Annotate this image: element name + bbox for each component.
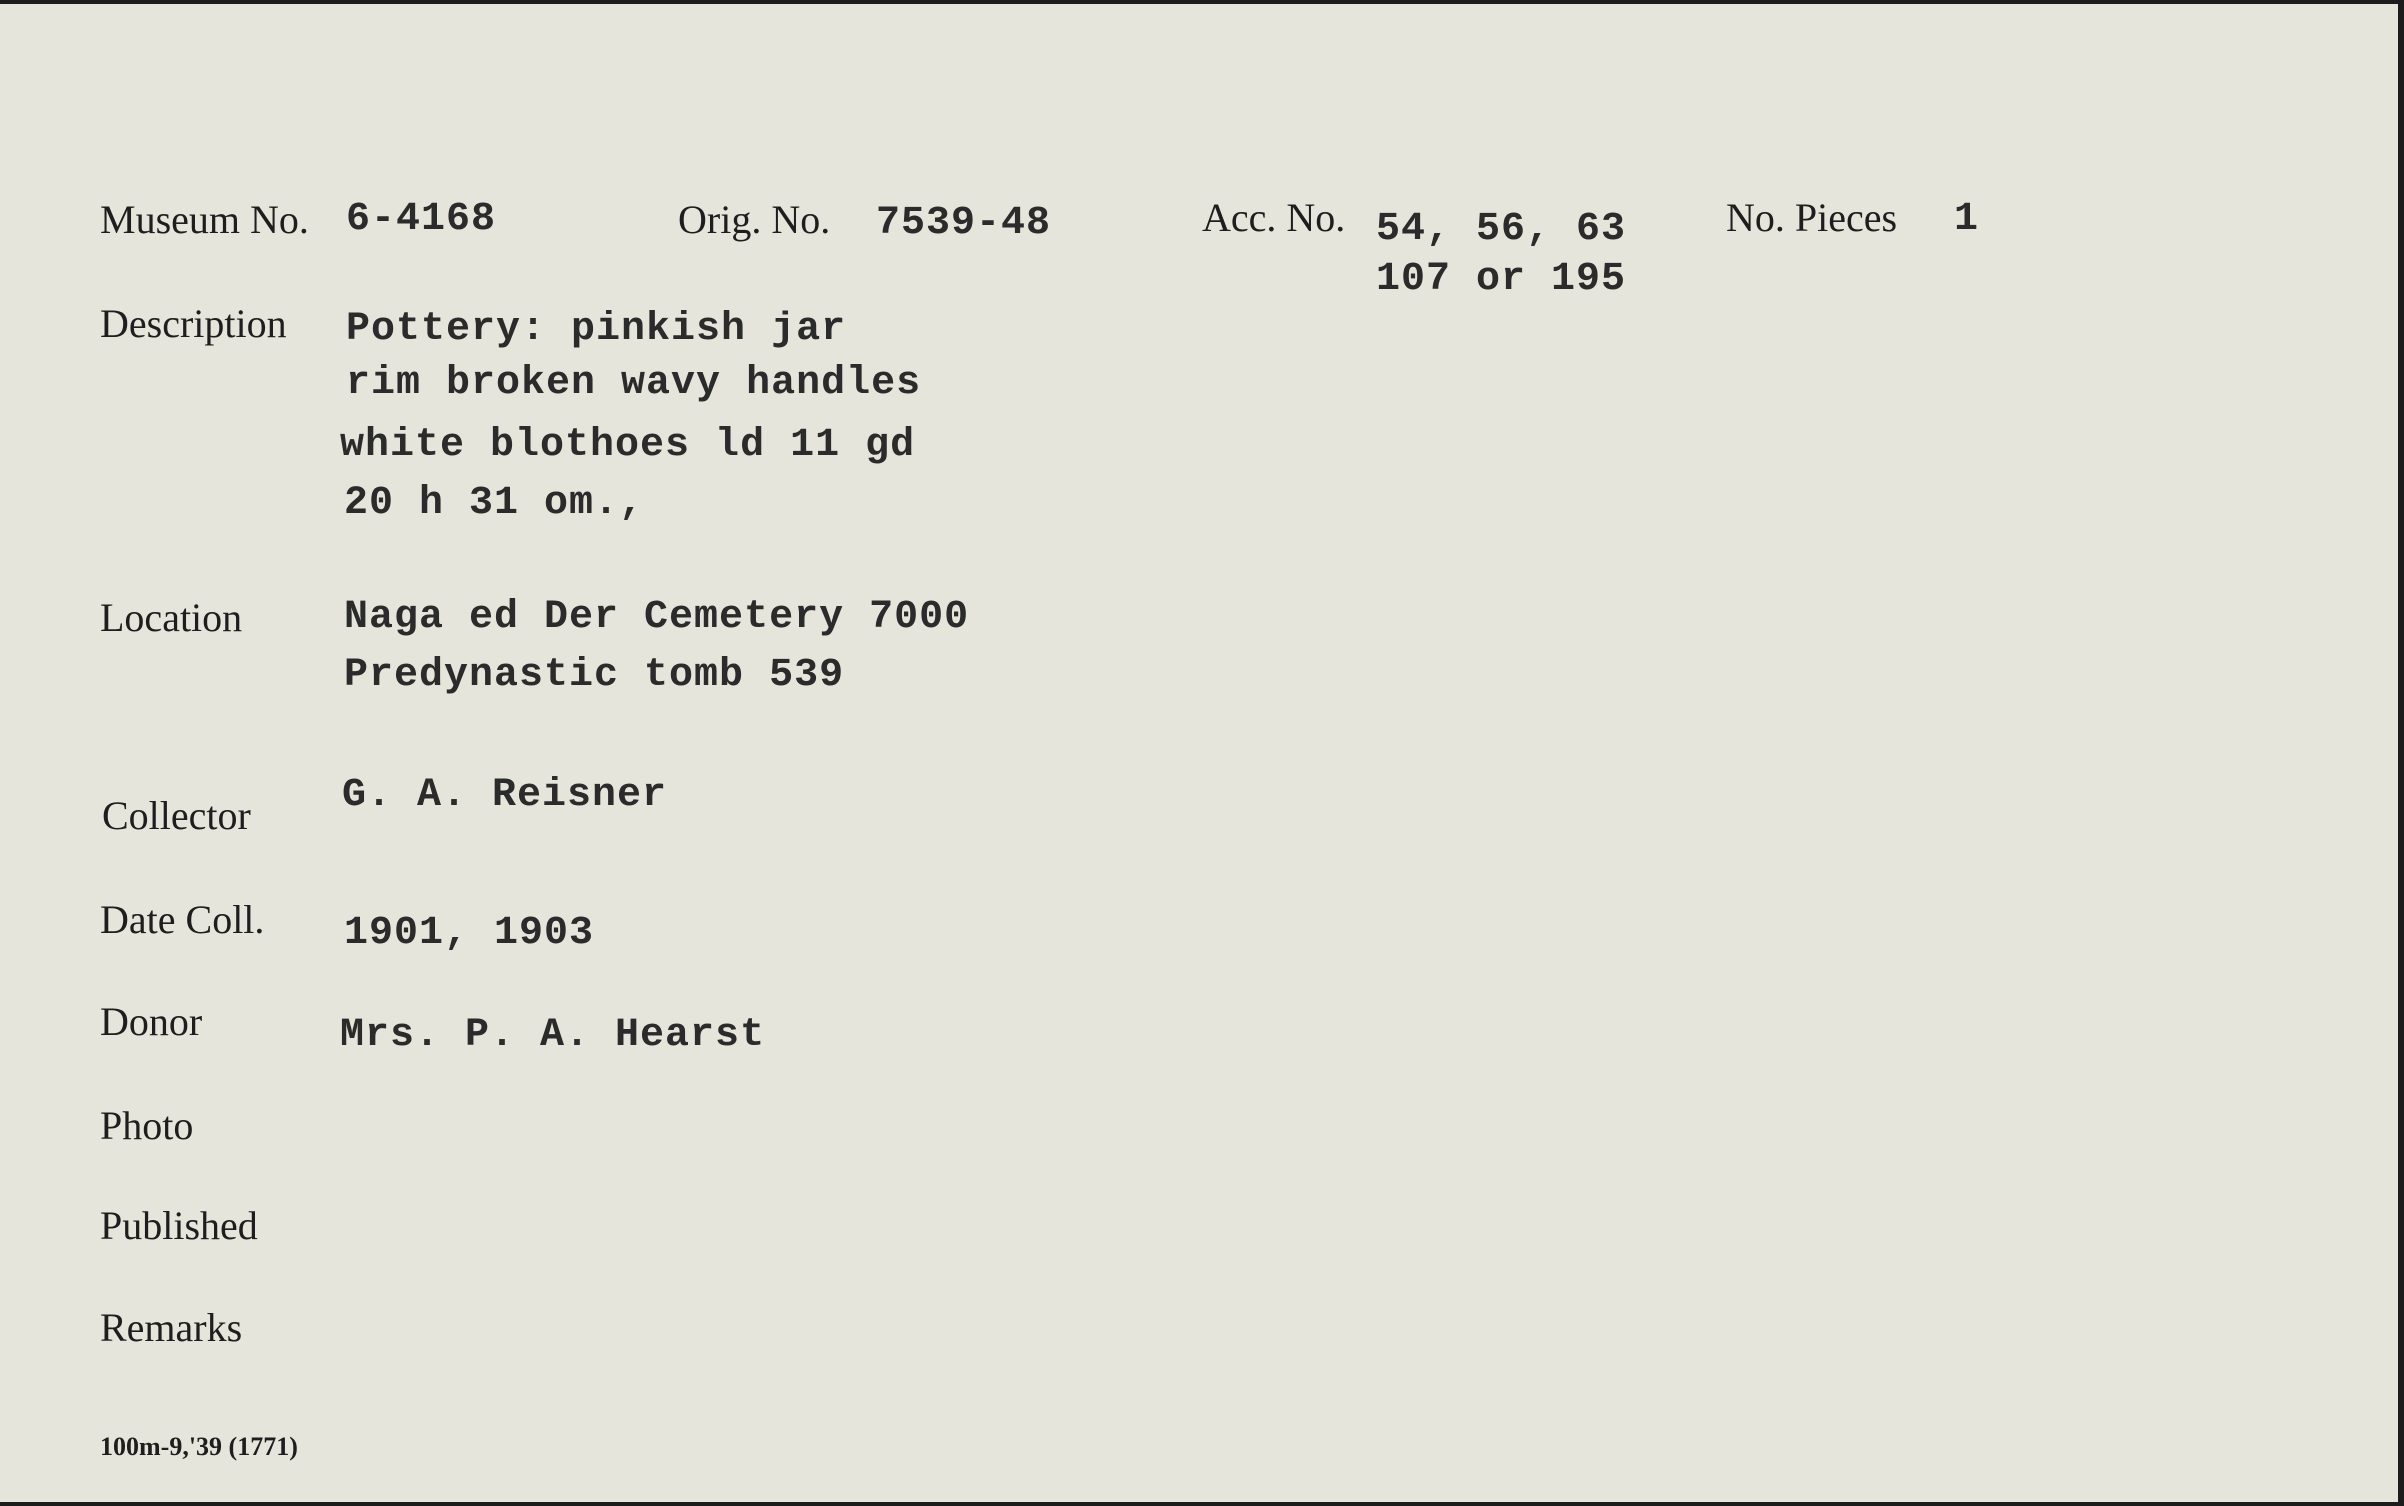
- description-line: Pottery: pinkish jar: [346, 307, 847, 352]
- form-code: 100m-9,'39 (1771): [100, 1432, 298, 1461]
- location-line: Predynastic tomb 539: [344, 653, 845, 698]
- museum-no-value: 6-4168: [346, 197, 497, 242]
- location-label: Location: [100, 595, 243, 640]
- published-label: Published: [100, 1203, 258, 1248]
- description-line: rim broken wavy handles: [346, 361, 922, 406]
- museum-no-label: Museum No.: [100, 197, 309, 242]
- description-label: Description: [100, 301, 287, 346]
- description-line: white blothoes ld 11 gd: [340, 423, 916, 468]
- remarks-label: Remarks: [100, 1305, 243, 1350]
- orig-no-label: Orig. No.: [678, 197, 831, 242]
- acc-no-value-line2: 107 or 195: [1376, 257, 1627, 302]
- photo-label: Photo: [100, 1103, 194, 1148]
- date-coll-label: Date Coll.: [100, 897, 265, 942]
- pieces-label: No. Pieces: [1726, 195, 1898, 240]
- acc-no-label: Acc. No.: [1202, 195, 1346, 240]
- pieces-value: 1: [1954, 197, 1980, 242]
- description-line: 20 h 31 om.,: [344, 481, 645, 526]
- collector-value: G. A. Reisner: [342, 773, 668, 818]
- date-coll-value: 1901, 1903: [344, 911, 595, 956]
- orig-no-value: 7539-48: [876, 201, 1052, 246]
- location-line: Naga ed Der Cemetery 7000: [344, 595, 970, 640]
- acc-no-value-line1: 54, 56, 63: [1376, 207, 1627, 252]
- donor-value: Mrs. P. A. Hearst: [340, 1013, 766, 1058]
- collector-label: Collector: [102, 793, 251, 838]
- donor-label: Donor: [100, 999, 203, 1044]
